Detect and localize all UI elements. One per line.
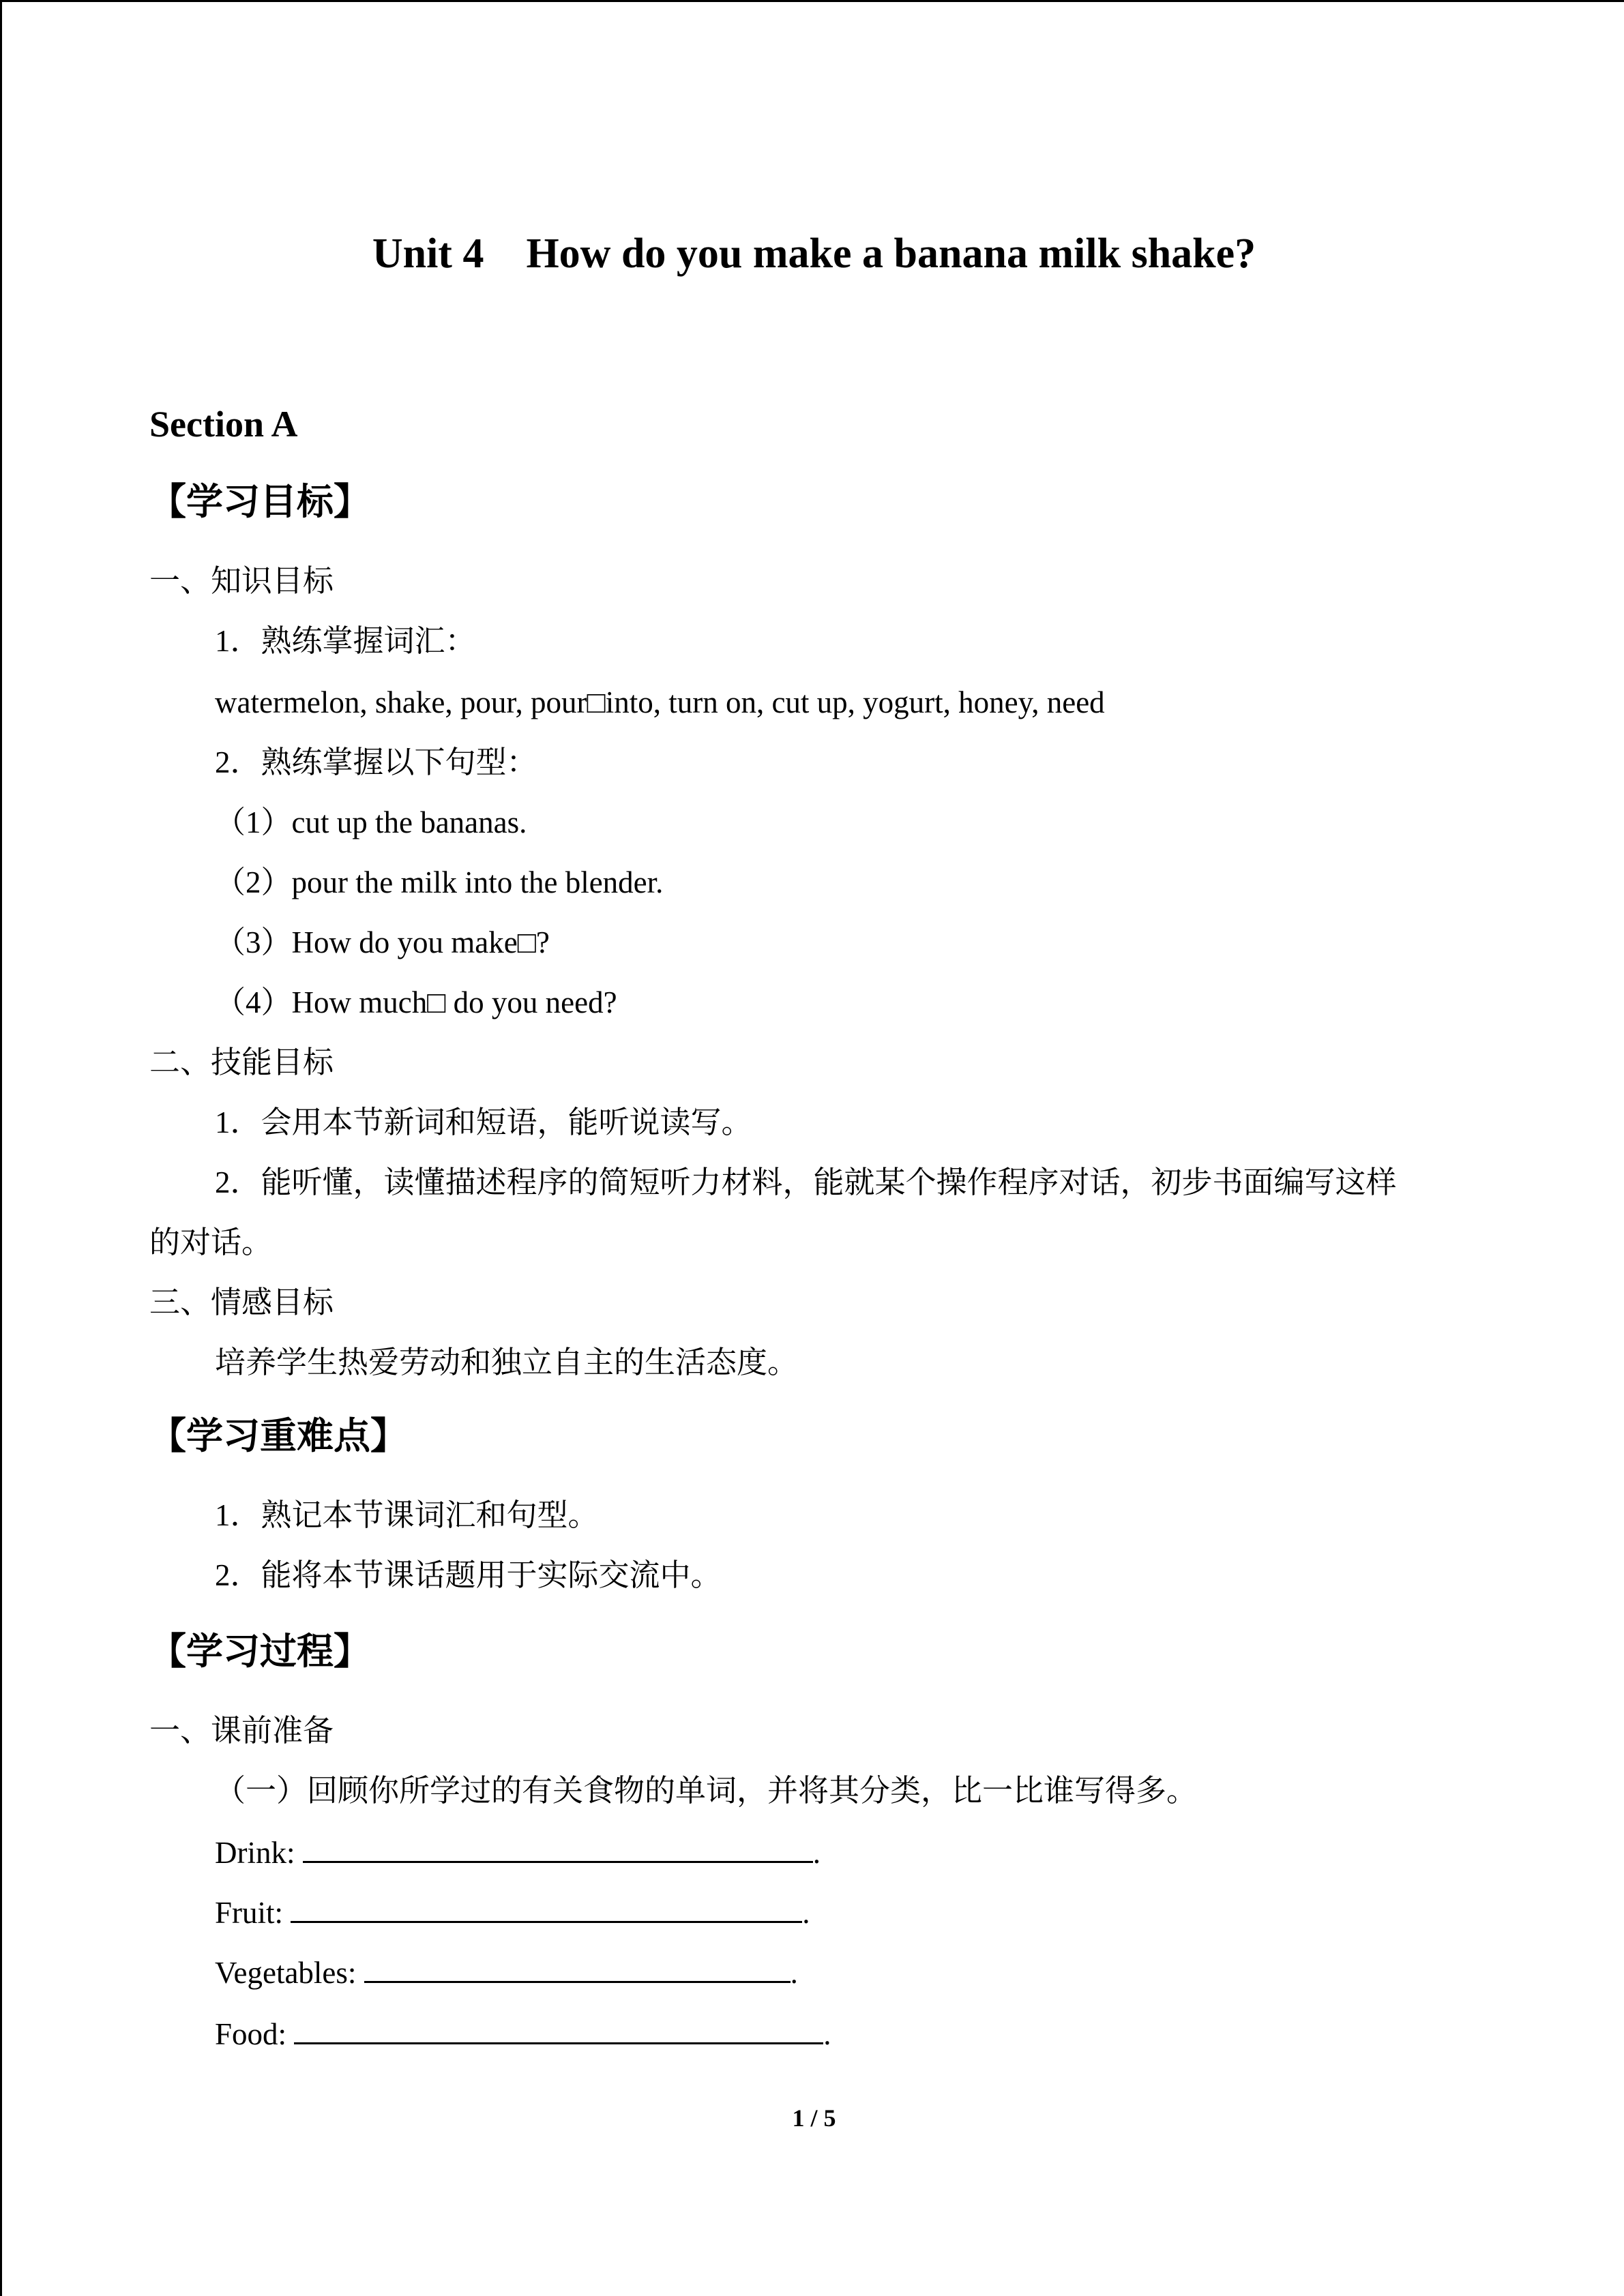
knowledge-item-1: 1．熟练掌握词汇： <box>215 624 476 658</box>
emotion-goal-text: 培养学生热爱劳动和独立自主的生活态度。 <box>215 1345 799 1380</box>
blank-food-end: . <box>823 2017 831 2051</box>
blank-food-label: Food: <box>215 2017 295 2051</box>
blank-food <box>215 2015 831 2053</box>
blank-fruit-label: Fruit: <box>215 1896 291 1930</box>
skill-item-2-continued: 的对话。 <box>149 1225 273 1259</box>
sentence-pattern-3: （3）How do you make□? <box>215 925 550 959</box>
skill-item-2: 2．能听懂，读懂描述程序的简短听力材料，能就某个操作程序对话，初步书面编写这样 <box>215 1165 1397 1199</box>
blank-drink-end: . <box>812 1836 821 1870</box>
sentence-pattern-1: （1）cut up the bananas. <box>215 805 527 839</box>
knowledge-goal-label: 一、知识目标 <box>149 564 334 598</box>
skill-goal-label: 二、技能目标 <box>149 1045 334 1079</box>
blank-fruit <box>215 1894 810 1931</box>
blank-fruit-line[interactable] <box>291 1894 802 1923</box>
blank-drink <box>215 1834 821 1871</box>
prep-task: （一）回顾你所学过的有关食物的单词，并将其分类，比一比谁写得多。 <box>215 1774 1198 1808</box>
blank-drink-line[interactable] <box>303 1834 813 1863</box>
sentence-pattern-2: （2）pour the milk into the blender. <box>215 865 664 899</box>
blank-vegetables-end: . <box>790 1956 798 1990</box>
blank-vegetables-line[interactable] <box>364 1954 791 1983</box>
key-point-1: 1．熟记本节课词汇和句型。 <box>215 1498 599 1532</box>
page-number: 1 / 5 <box>792 2104 836 2132</box>
section-heading: Section A <box>149 404 298 445</box>
blank-vegetables-label: Vegetables: <box>215 1956 364 1990</box>
key-points-heading: 【学习重难点】 <box>149 1416 407 1457</box>
process-heading: 【学习过程】 <box>149 1631 370 1672</box>
blank-food-line[interactable] <box>294 2015 823 2044</box>
blank-drink-label: Drink: <box>215 1836 303 1870</box>
sentence-pattern-4: （4）How much□ do you need? <box>215 985 617 1019</box>
prep-label: 一、课前准备 <box>149 1714 334 1748</box>
key-point-2: 2．能将本节课话题用于实际交流中。 <box>215 1558 722 1592</box>
vocabulary-list: watermelon, shake, pour, pour□into, turn on, cut up, yogurt, honey, need <box>215 685 1105 719</box>
blank-fruit-end: . <box>802 1896 810 1930</box>
goals-heading: 【学习目标】 <box>149 481 370 522</box>
skill-item-1: 1．会用本节新词和短语，能听说读写。 <box>215 1105 752 1139</box>
knowledge-item-2: 2．熟练掌握以下句型： <box>215 745 537 779</box>
blank-vegetables <box>215 1954 798 1991</box>
emotion-goal-label: 三、情感目标 <box>149 1285 334 1320</box>
page-title: Unit 4 How do you make a banana milk shake? <box>372 230 1256 277</box>
